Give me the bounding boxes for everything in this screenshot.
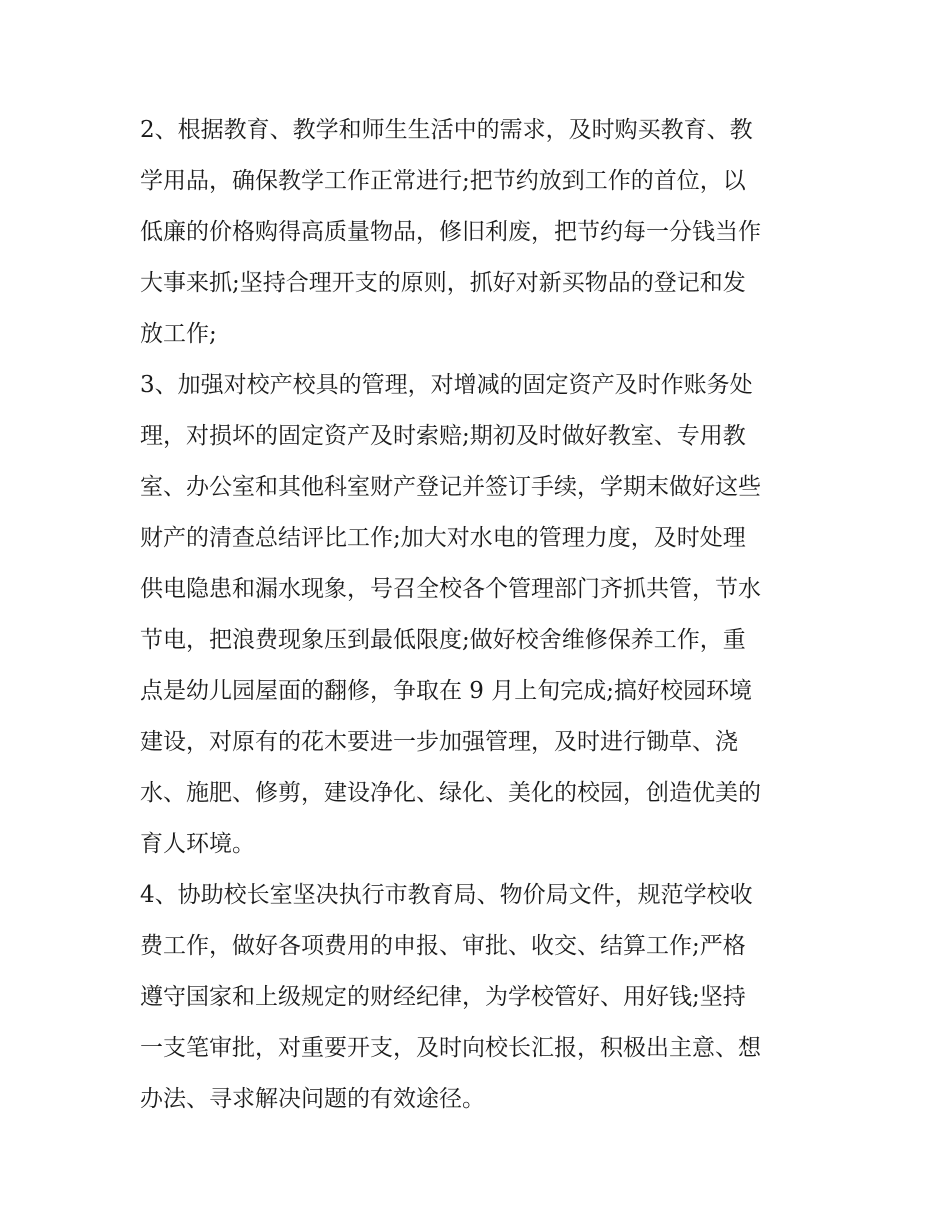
text-line: 大事来抓;坚持合理开支的原则，抓好对新买物品的登记和发: [140, 270, 746, 296]
text-line: 遵守国家和上级规定的财经纪律，为学校管好、用好钱;坚持: [140, 984, 746, 1010]
text-line: 3、加强对校产校具的管理，对增减的固定资产及时作账务处: [140, 372, 753, 398]
text-line: 办法、寻求解决问题的有效途径。: [140, 1086, 485, 1112]
paragraph-item-3: [140, 360, 812, 870]
text-line: 理，对损坏的固定资产及时索赔;期初及时做好教室、专用教: [140, 423, 746, 449]
text-line: 学用品，确保教学工作正常进行;把节约放到工作的首位，以: [140, 168, 746, 194]
text-line: 放工作;: [140, 321, 217, 347]
text-line: 供电隐患和漏水现象，号召全校各个管理部门齐抓共管，节水: [140, 576, 761, 602]
text-line: 2、根据教育、教学和师生生活中的需求，及时购买教育、教: [140, 117, 753, 143]
text-line: 育人环境。: [140, 831, 255, 857]
text-line: 一支笔审批，对重要开支，及时向校长汇报，积极出主意、想: [140, 1035, 761, 1061]
paragraph-item-2: [140, 105, 812, 360]
text-line: 低廉的价格购得高质量物品，修旧利废，把节约每一分钱当作: [140, 219, 761, 245]
text-line: 室、办公室和其他科室财产登记并签订手续，学期末做好这些: [140, 474, 761, 500]
text-line: 点是幼儿园屋面的翻修，争取在 9 月上旬完成;搞好校园环境: [140, 678, 753, 704]
text-line: 财产的清查总结评比工作;加大对水电的管理力度，及时处理: [140, 525, 746, 551]
text-line: 4、协助校长室坚决执行市教育局、物价局文件，规范学校收: [140, 882, 753, 908]
paragraph-item-4: [140, 870, 812, 1125]
text-line: 费工作，做好各项费用的申报、审批、收交、结算工作;严格: [140, 933, 746, 959]
text-line: 建设，对原有的花木要进一步加强管理，及时进行锄草、浇: [140, 729, 738, 755]
text-line: 节电，把浪费现象压到最低限度;做好校舍维修保养工作，重: [140, 627, 746, 653]
document-body: [140, 105, 812, 1125]
text-line: 水、施肥、修剪，建设净化、绿化、美化的校园，创造优美的: [140, 780, 761, 806]
